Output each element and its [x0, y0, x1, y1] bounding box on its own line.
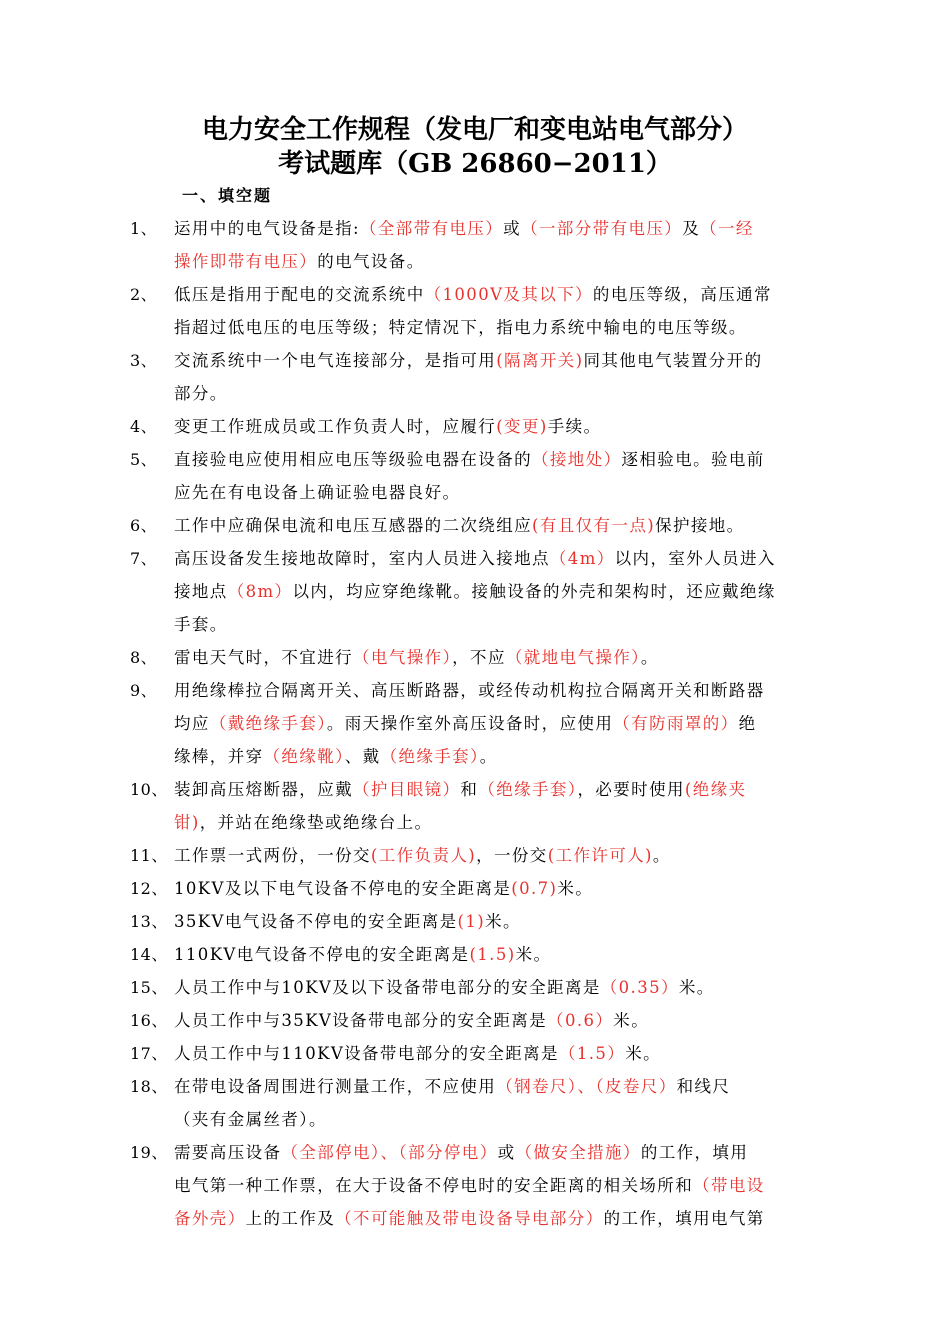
question-number: 3、 — [130, 351, 158, 370]
question-line — [174, 740, 814, 773]
question-text: 绝 — [738, 714, 757, 733]
question-line — [174, 1004, 814, 1037]
question-number: 10、 — [130, 780, 168, 799]
question-text: 装卸高压熔断器，应戴 — [174, 780, 353, 799]
question-number: 16、 — [130, 1011, 168, 1030]
answer-text: （1000V及其以下） — [424, 285, 593, 304]
answer-text: 备外壳） — [174, 1209, 246, 1228]
question-text: 低压是指用于配电的交流系统中 — [174, 285, 425, 304]
question-text: 米。 — [613, 1011, 650, 1030]
question-text: 上的工作及 — [245, 1209, 336, 1228]
question-text: 。 — [479, 747, 498, 766]
answer-text: （绝缘靴） — [263, 747, 345, 766]
answer-text: (工作负责人) — [370, 846, 477, 865]
question-number: 15、 — [130, 978, 168, 997]
question-line — [174, 476, 814, 509]
answer-text: (0.7) — [511, 879, 558, 898]
question-line — [174, 509, 814, 542]
question-number: 7、 — [130, 549, 158, 568]
question-number: 18、 — [130, 1077, 168, 1096]
question-line — [174, 674, 814, 707]
question-line — [174, 410, 814, 443]
question-text: 雷电天气时，不宜进行 — [174, 648, 353, 667]
question-number: 9、 — [130, 681, 158, 700]
question-text: 米。 — [557, 879, 594, 898]
question-text: 或 — [503, 219, 522, 238]
question-line — [174, 905, 814, 938]
question-text: 和线尺 — [676, 1077, 731, 1096]
answer-text: （做安全措施） — [515, 1143, 641, 1162]
question-text: 缘棒，并穿 — [174, 747, 264, 766]
question-number: 6、 — [130, 516, 158, 535]
answer-text: （电气操作） — [353, 648, 453, 667]
question-text: 工作中应确保电流和电压互感器的二次绕组应 — [174, 516, 532, 535]
answer-text: （就地电气操作） — [505, 648, 641, 667]
question-line — [174, 212, 814, 245]
question-line — [174, 707, 814, 740]
question-text: 和 — [460, 780, 479, 799]
answer-text: (绝缘夹 — [684, 780, 747, 799]
question-text: 的工作，填用电气第 — [603, 1209, 765, 1228]
question-line — [174, 1103, 814, 1136]
question-text: 均应 — [174, 714, 210, 733]
section-heading: 一、填空题 — [182, 186, 273, 205]
question-number: 8、 — [130, 648, 158, 667]
question-text: 的电压等级，高压通常 — [592, 285, 772, 304]
question-text: 110KV电气设备不停电的安全距离是 — [174, 945, 470, 964]
question-text: 的电气设备。 — [317, 252, 425, 271]
question-text: 直接验电应使用相应电压等级验电器在设备的 — [174, 450, 532, 469]
question-line — [174, 1070, 814, 1103]
question-line — [174, 839, 814, 872]
question-text: 人员工作中与35KV设备带电部分的安全距离是 — [174, 1011, 548, 1030]
question-line — [174, 971, 814, 1004]
question-text: 高压设备发生接地故障时，室内人员进入接地点 — [174, 549, 550, 568]
answer-text: （有防雨罩的） — [613, 714, 739, 733]
question-text: 接地点 — [174, 582, 228, 601]
question-text: 手续。 — [547, 417, 602, 436]
question-text: 变更工作班成员或工作负责人时，应履行 — [174, 417, 497, 436]
question-number: 5、 — [130, 450, 158, 469]
answer-text: （护目眼镜） — [353, 780, 461, 799]
question-text: 的工作，填用 — [640, 1143, 749, 1162]
question-text: 、戴 — [344, 747, 381, 766]
question-text: 米。 — [515, 945, 552, 964]
answer-text: （1.5） — [558, 1044, 626, 1063]
question-number: 14、 — [130, 945, 168, 964]
question-text: 人员工作中与10KV及以下设备带电部分的安全距离是 — [174, 978, 601, 997]
answer-text: (变更) — [496, 417, 548, 436]
question-text: 10KV及以下电气设备不停电的安全距离是 — [174, 879, 512, 898]
question-text: 或 — [497, 1143, 516, 1162]
question-text: 以内，均应穿绝缘靴。接触设备的外壳和架构时，还应戴绝缘 — [292, 582, 776, 601]
document-title: 电力安全工作规程（发电厂和变电站电气部分） — [201, 115, 748, 145]
question-text: 电气第一种工作票，在大于设备不停电时的安全距离的相关场所和 — [174, 1176, 694, 1195]
answer-text: (有且仅有一点) — [532, 516, 656, 535]
question-text: 需要高压设备 — [174, 1143, 282, 1162]
question-line — [174, 311, 814, 344]
question-line — [174, 1169, 814, 1202]
question-number: 2、 — [130, 285, 158, 304]
answer-text: (隔离开关) — [496, 351, 584, 370]
question-text: 及 — [682, 219, 701, 238]
question-line — [174, 245, 814, 278]
answer-text: （不可能触及带电设备导电部分） — [335, 1209, 604, 1228]
answer-text: （戴绝缘手套） — [209, 714, 327, 733]
answer-text: （接地处） — [532, 450, 622, 469]
question-line — [174, 641, 814, 674]
answer-text: （4m） — [549, 549, 615, 568]
question-text: 米。 — [678, 978, 715, 997]
question-text: （夹有金属丝者）。 — [174, 1110, 327, 1129]
question-line — [174, 1202, 814, 1235]
question-line — [174, 278, 814, 311]
question-text: 手套。 — [174, 615, 228, 634]
question-text: 工作票一式两份，一份交 — [174, 846, 371, 865]
answer-text: （全部带有电压） — [359, 219, 504, 238]
answer-text: （一部分带有电压） — [521, 219, 683, 238]
question-line — [174, 938, 814, 971]
question-text: 。雨天操作室外高压设备时，应使用 — [326, 714, 614, 733]
answer-text: （全部停电）、（部分停电） — [281, 1143, 498, 1162]
question-number: 11、 — [130, 846, 168, 865]
question-text: 米。 — [485, 912, 521, 931]
question-text: 以内，室外人员进入 — [614, 549, 776, 568]
question-text: ，必要时使用 — [577, 780, 685, 799]
question-text: 在带电设备周围进行测量工作，不应使用 — [174, 1077, 497, 1096]
question-text: ，一份交 — [476, 846, 548, 865]
question-text: 运用中的电气设备是指: — [174, 219, 360, 238]
answer-text: （带电设 — [693, 1176, 765, 1195]
question-text: 指超过低电压的电压等级；特定情况下，指电力系统中输电的电压等级。 — [174, 318, 747, 337]
question-text: 保护接地。 — [655, 516, 745, 535]
question-text: 米。 — [625, 1044, 661, 1063]
question-number: 19、 — [130, 1143, 168, 1162]
question-text: 同其他电气装置分开的 — [583, 351, 763, 370]
question-line — [174, 1037, 814, 1070]
question-text: 部分。 — [174, 384, 228, 403]
question-text: 用绝缘棒拉合隔离开关、高压断路器，或经传动机构拉合隔离开关和断路器 — [174, 681, 765, 700]
question-line — [174, 377, 814, 410]
question-number: 17、 — [130, 1044, 168, 1063]
answer-text: （8m） — [227, 582, 293, 601]
answer-text: 操作即带有电压） — [174, 252, 318, 271]
question-text: ，并站在绝缘垫或绝缘台上。 — [199, 813, 433, 832]
question-line — [174, 542, 814, 575]
answer-text: （0.35） — [600, 978, 679, 997]
question-number: 4、 — [130, 417, 158, 436]
question-text: 人员工作中与110KV设备带电部分的安全距离是 — [174, 1044, 559, 1063]
answer-text: (工作许可人) — [547, 846, 653, 865]
answer-text: （绝缘手套） — [478, 780, 578, 799]
answer-text: (1.5) — [469, 945, 516, 964]
question-line — [174, 773, 814, 806]
answer-text: （一经 — [700, 219, 754, 238]
answer-text: 钳) — [174, 813, 200, 832]
answer-text: （钢卷尺）、（皮卷尺） — [496, 1077, 677, 1096]
answer-text: （0.6） — [547, 1011, 614, 1030]
question-number: 13、 — [130, 912, 168, 931]
question-line — [174, 443, 814, 476]
question-line — [174, 872, 814, 905]
question-text: 逐相验电。验电前 — [621, 450, 765, 469]
question-number: 12、 — [130, 879, 168, 898]
question-line — [174, 1136, 814, 1169]
question-line — [174, 608, 814, 641]
question-line — [174, 806, 814, 839]
question-text: 。 — [652, 846, 671, 865]
question-text: 应先在有电设备上确证验电器良好。 — [174, 483, 461, 502]
question-line — [174, 575, 814, 608]
question-text: 35KV电气设备不停电的安全距离是 — [174, 912, 458, 931]
question-line — [174, 344, 814, 377]
question-text: 。 — [640, 648, 659, 667]
question-text: ，不应 — [452, 648, 506, 667]
question-text: 交流系统中一个电气连接部分，是指可用 — [174, 351, 497, 370]
answer-text: （绝缘手套） — [380, 747, 480, 766]
document-subtitle: 考试题库（GB 26860−2011） — [278, 149, 672, 179]
question-number: 1、 — [130, 219, 158, 238]
answer-text: (1) — [457, 912, 486, 931]
